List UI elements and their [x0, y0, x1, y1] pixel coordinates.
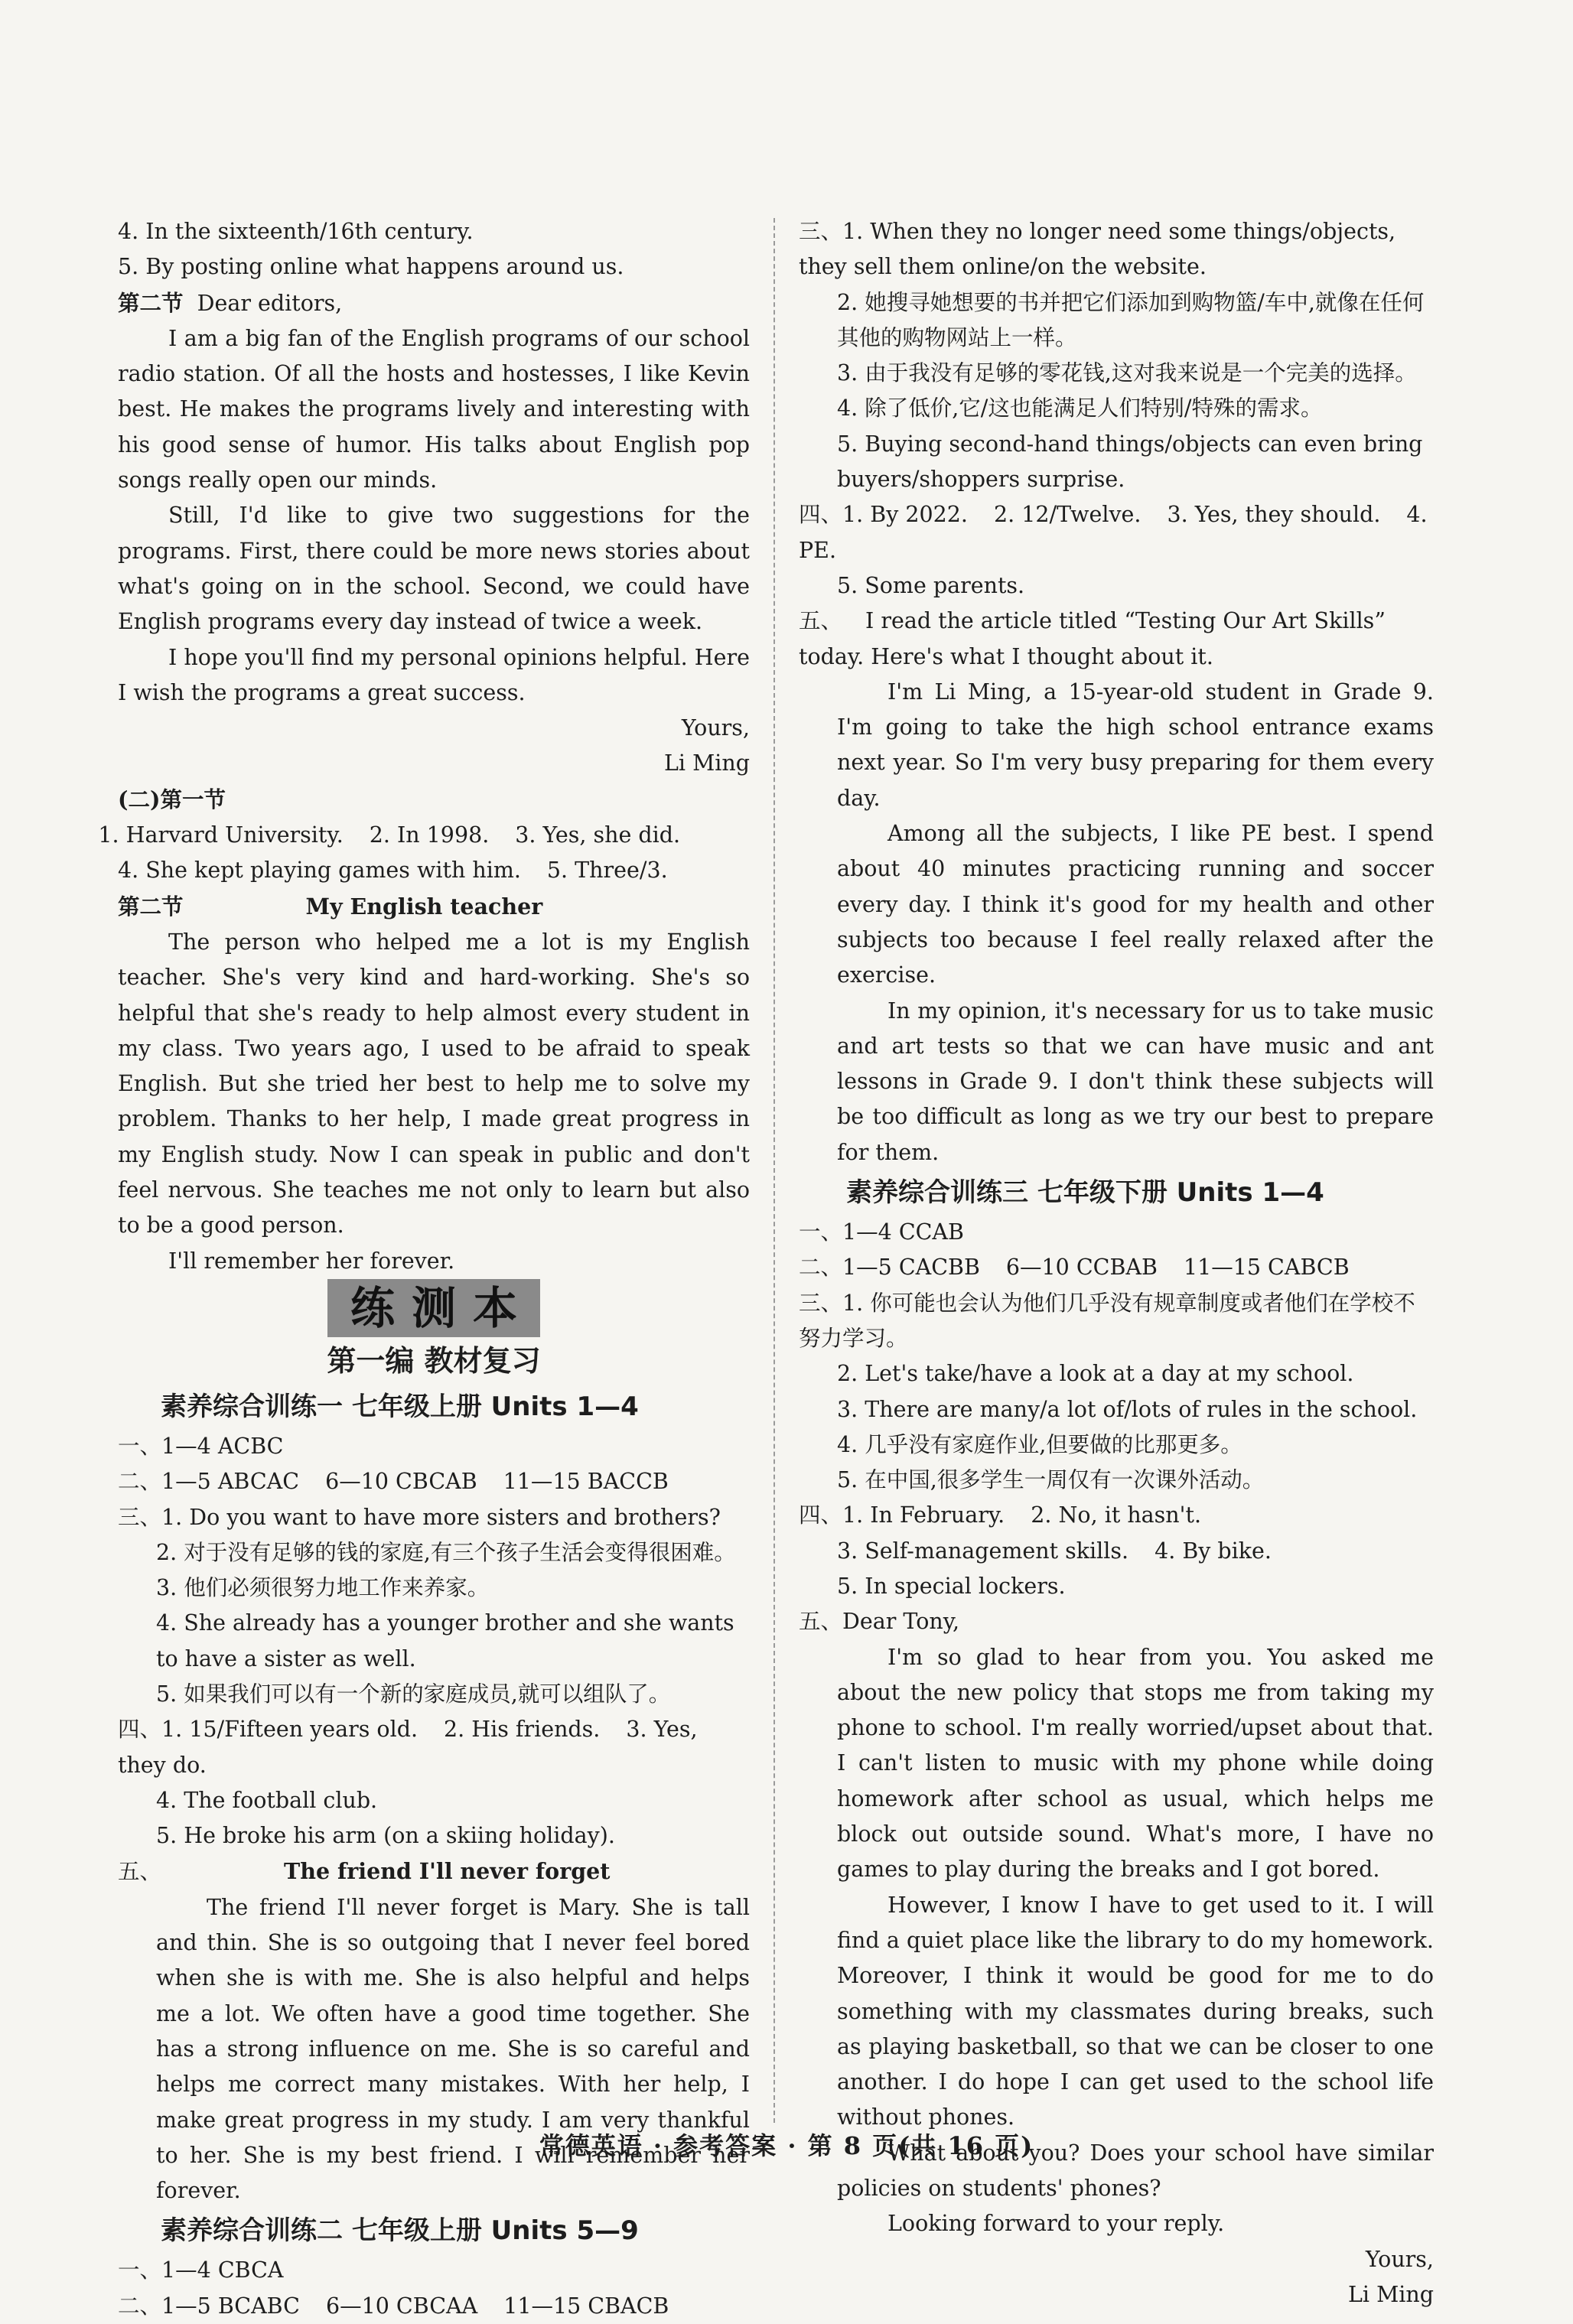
answer-line: 三、1. Do you want to have more sisters and brothers?: [118, 1504, 721, 1530]
letter-signature: Li Ming: [1348, 2281, 1434, 2307]
training-title: 素养综合训练三 七年级下册 Units 1—4: [846, 1177, 1324, 1209]
answer-line: 四、1. By 2022. 2. 12/Twelve. 3. Yes, they should. 4. PE.: [799, 502, 1428, 563]
letter-greeting: 五、Dear Tony,: [799, 1609, 960, 1635]
answer-line: 一、1—4 CBCA: [118, 2257, 284, 2283]
answer-line: 2. 她搜寻她想要的书并把它们添加到购物篮/车中,就像在任何其他的购物网站上一样。: [837, 289, 1425, 350]
answer-line: 二、1—5 CACBB 6—10 CCBAB 11—15 CABCB: [799, 1255, 1350, 1281]
answer-line: 5. By posting online what happens around us.: [118, 254, 624, 280]
page-footer: 常德英语 · 参考答案 · 第 8 页(共 16 页): [539, 2131, 1034, 2160]
essay-paragraph: I'll remember her forever.: [168, 1248, 455, 1274]
answer-line: 三、1. When they no longer need some things/objects, they sell them online/on the website.: [799, 219, 1396, 280]
letter-closing: Yours,: [681, 715, 750, 741]
essay-paragraph: In my opinion, it's necessary for us to take music and art tests so that we can have music and ant lessons in Grade 9. I don't think these subjects will be too difficult as long as we try our best to prepare for them.: [837, 998, 1434, 1165]
answer-line: 4. She already has a younger brother and she wants to have a sister as well.: [156, 1610, 734, 1671]
answer-line: 2. Let's take/have a look at a day at my school.: [837, 1361, 1354, 1387]
answer-line: 5. Buying second-hand things/objects can even bring buyers/shoppers surprise.: [837, 431, 1423, 493]
answer-line: 四、1. In February. 2. No, it hasn't.: [799, 1502, 1202, 1528]
letter-closing: Yours,: [1365, 2246, 1434, 2272]
answer-line: 4. She kept playing games with him. 5. Three/3.: [118, 858, 668, 884]
answer-line: 5. Some parents.: [837, 572, 1025, 598]
training-title: 素养综合训练一 七年级上册 Units 1—4: [161, 1391, 639, 1422]
answer-line: 一、1—4 ACBC: [118, 1433, 284, 1459]
training-title: 素养综合训练二 七年级上册 Units 5—9: [161, 2215, 639, 2247]
section-heading: 第二节 My English teacher: [118, 893, 543, 920]
answer-line: 四、1. 15/Fifteen years old. 2. His friends. 3. Yes, they do.: [118, 1717, 698, 1778]
edition-title: 第一编 教材复习: [327, 1343, 541, 1378]
answer-line: 5. He broke his arm (on a skiing holiday).: [156, 1823, 615, 1849]
left-column: [98, 214, 750, 2324]
answer-line: 3. There are many/a lot of/lots of rules in the school.: [837, 1396, 1418, 1422]
answer-line: 4. The football club.: [156, 1787, 378, 1813]
answer-line: 1. Harvard University. 2. In 1998. 3. Yes, she did.: [98, 822, 681, 848]
answer-line: 3. Self-management skills. 4. By bike.: [837, 1538, 1272, 1564]
letter-paragraph: I am a big fan of the English programs of our school radio station. Of all the hosts and hostesses, I like Kevin best. He makes the programs lively and interesting with his good sense of humor. His talks about English pop songs really open our minds.: [118, 325, 750, 493]
section-heading: (二)第一节: [118, 786, 226, 812]
answer-line: 3. 由于我没有足够的零花钱,这对我来说是一个完美的选择。: [837, 360, 1417, 386]
letter-paragraph: Looking forward to your reply.: [887, 2211, 1225, 2237]
letter-signature: Li Ming: [664, 750, 750, 776]
answer-line: 一、1—4 CCAB: [799, 1219, 964, 1245]
banner: 练测本: [118, 1279, 750, 1337]
essay-intro: 五、 I read the article titled “Testing Our Art Skills” today. Here's what I thought about it.: [799, 608, 1386, 669]
essay-title: My English teacher: [305, 893, 543, 920]
letter-paragraph: I hope you'll find my personal opinions helpful. Here I wish the programs a great success.: [118, 644, 750, 705]
section-heading: 第二节 Dear editors,: [118, 289, 343, 316]
column-divider: [773, 218, 775, 2123]
answer-line: 二、1—5 ABCAC 6—10 CBCAB 11—15 BACCB: [118, 1469, 669, 1495]
essay-paragraph: Among all the subjects, I like PE best. I spend about 40 minutes practicing running and soccer every day. I think it's good for my health and other subjects too because I feel really relaxed after the exercise.: [837, 821, 1434, 988]
answer-line: 二、1—5 BCABC 6—10 CBCAA 11—15 CBACB: [118, 2293, 669, 2319]
essay-paragraph: I'm Li Ming, a 15-year-old student in Grade 9. I'm going to take the high school entrance exams next year. So I'm very busy preparing for them every day.: [837, 679, 1434, 811]
answer-line: 5. In special lockers.: [837, 1573, 1066, 1599]
letter-paragraph: Still, I'd like to give two suggestions for the programs. First, there could be more news stories about what's going on in the school. Second, we could have English programs every day instead of twice a week.: [118, 503, 750, 635]
letter-paragraph: I'm so glad to hear from you. You asked me about the new policy that stops me from taking my phone to school. I'm really worried/upset about that. I can't listen to music with my phone while doing homework after school as usual, which helps me block out outside sound. What's more, I have no games to play during the breaks and I got bored.: [837, 1644, 1434, 1883]
answer-line: 三、1. 你可能也会认为他们几乎没有规章制度或者他们在学校不努力学习。: [799, 1290, 1415, 1351]
answer-line: 5. 在中国,很多学生一周仅有一次课外活动。: [837, 1467, 1265, 1493]
letter-paragraph: However, I know I have to get used to it. I will find a quiet place like the library to do my homework. Moreover, I think it would be good for me to do something with my classmates during breaks, such as playing basketball, so that we can be closer to one another. I do hope I can get used to the school life without phones.: [837, 1892, 1434, 2130]
letter-paragraph: What about you? Does your school have similar policies on students' phones?: [837, 2140, 1434, 2202]
section-heading: 五、 The friend I'll never forget: [118, 1858, 611, 1885]
answer-line: 4. 几乎没有家庭作业,但要做的比那更多。: [837, 1431, 1242, 1457]
answer-line: 3. 他们必须很努力地工作来养家。: [156, 1575, 490, 1601]
essay-title: The friend I'll never forget: [284, 1858, 611, 1885]
answer-line: 4. In the sixteenth/16th century.: [118, 219, 474, 244]
answer-line: 5. 如果我们可以有一个新的家庭成员,就可以组队了。: [156, 1681, 671, 1707]
answer-line: 2. 对于没有足够的钱的家庭,有三个孩子生活会变得很困难。: [156, 1539, 736, 1565]
answer-line: 4. 除了低价,它/这也能满足人们特别/特殊的需求。: [837, 395, 1323, 422]
right-column: [799, 214, 1434, 2313]
essay-paragraph: The person who helped me a lot is my English teacher. She's very kind and hard-working. She's so helpful that she's ready to help almost every student in my class. Two years ago, I used to be afraid to speak English. But she tried her best to help me to solve my problem. Thanks to her help, I made great progress in my English study. Now I can speak in public and don't feel nervous. She teaches me not only to learn but also to be a good person.: [118, 929, 750, 1238]
essay-paragraph: The friend I'll never forget is Mary. She is tall and thin. She is so outgoing that I never feel bored when she is with me. She is also helpful and helps me a lot. We often have a good time together. She has a strong influence on me. She is so careful and helps me correct many mistakes. With her help, I make great progress in my study. I am very thankful to her. She is my best friend. I will remember her forever.: [156, 1894, 750, 2204]
